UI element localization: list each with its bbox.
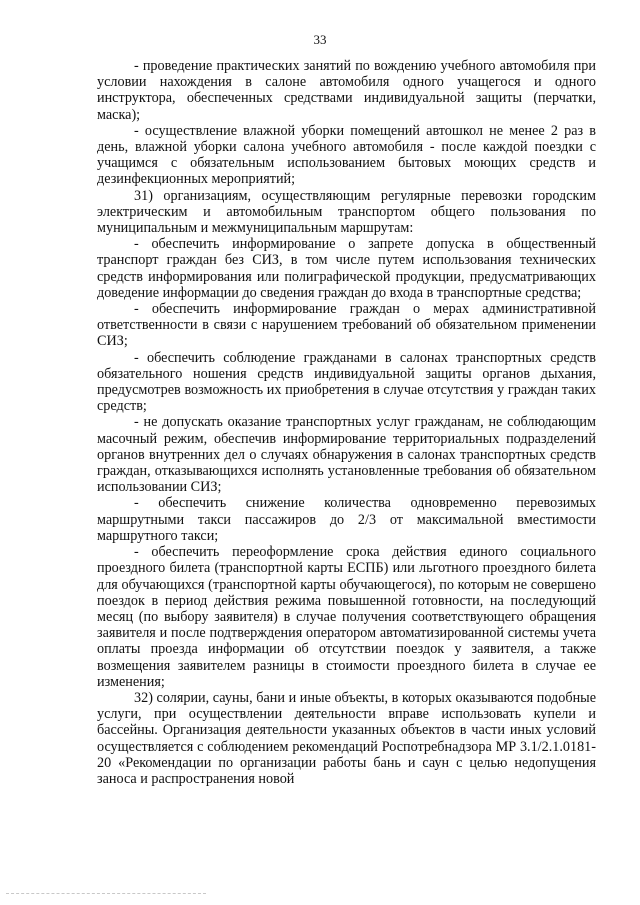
paragraph-refuse-service: - не допускать оказание транспортных услуг гражданам, не соблюдающим масочный режим, обеспечив информирование территориальных подразделений органов внутренних дел о случаях обнаружения в салонах транспортных средств граждан, отказывающихся исполнять установленные требования об обязательном использовании СИЗ;: [97, 414, 596, 496]
document-body: [97, 58, 596, 787]
footer-divider: [6, 893, 206, 894]
paragraph-no-ppe-informing: - обеспечить информирование о запрете допуска в общественный транспорт граждан без СИЗ, в том числе путем использования технических средств информирования или полиграфической продукции, предусматривающих доведение информации до сведения граждан до входа в транспортные средства;: [97, 236, 596, 301]
paragraph-driving-lessons: - проведение практических занятий по вождению учебного автомобиля при условии нахождения в салоне автомобиля одного учащегося и одного инструктора, обеспеченных средствами индивидуальной защиты (перчатки, маска);: [97, 58, 596, 123]
page-number: 33: [313, 32, 327, 47]
paragraph-ticket-reissue: - обеспечить переоформление срока действия единого социального проездного билета (транспортной карты ЕСПБ) или льготного проездного билета для обучающихся (транспортной карты обучающегося), по которым не совершено поездок в период действия режима повышенной готовности, на последующий месяц (по выбору заявителя) в случае получения соответствующего обращения заявителя и после подтверждения оператором автоматизированной системы учета оплаты проезда информации об отсутствии поездок у заявителя, а также возмещения заявителем разницы в стоимости проездного билета в случае ее изменения;: [97, 544, 596, 690]
paragraph-minibus-capacity: - обеспечить снижение количества одновременно перевозимых маршрутными такси пассажиров до 2/3 от максимальной вместимости маршрутного такси;: [97, 495, 596, 544]
paragraph-wet-cleaning: - осуществление влажной уборки помещений автошкол не менее 2 раз в день, влажной уборки салона учебного автомобиля - после каждой поездки с учащимся с обязательным использованием бытовых моющих средств и дезинфекционных мероприятий;: [97, 122, 596, 188]
paragraph-item-32: 32) солярии, сауны, бани и иные объекты, в которых оказываются подобные услуги, при осуществлении деятельности вправе использовать купели и бассейны. Организация деятельности указанных объектов в части иных условий осуществляется с соблюдением рекомендаций Роспотребнадзора МР 3.1/2.1.0181-20 «Рекомендации по организации работы бань и саун с целью недопущения заноса и распространения новой: [97, 689, 596, 787]
paragraph-liability-informing: - обеспечить информирование граждан о мерах административной ответственности в связи с нарушением требований об обязательном применении СИЗ;: [97, 301, 596, 350]
paragraph-item-31: 31) организациям, осуществляющим регулярные перевозки городским электрическим и автомобильным транспортом общего пользования по муниципальным и межмуниципальным маршрутам:: [97, 187, 596, 237]
paragraph-mask-compliance: - обеспечить соблюдение гражданами в салонах транспортных средств обязательного ношения средств индивидуальной защиты органов дыхания, предусмотрев возможность их приобретения в случае отсутствия у граждан таких средств;: [97, 349, 596, 415]
